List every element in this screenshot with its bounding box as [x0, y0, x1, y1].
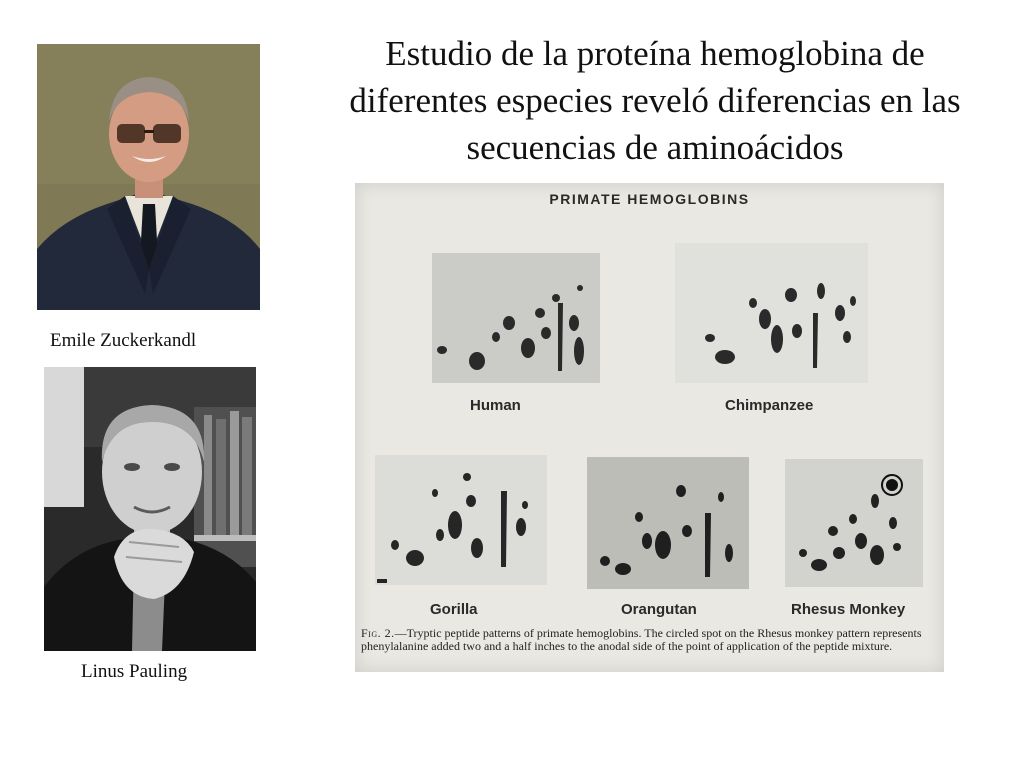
chimpanzee-fingerprint	[675, 243, 868, 383]
figure-heading: PRIMATE HEMOGLOBINS	[549, 191, 750, 207]
rhesus-monkey-label: Rhesus Monkey	[791, 601, 906, 618]
gorilla-label: Gorilla	[430, 601, 478, 618]
zuckerkandl-photo	[37, 44, 260, 310]
rhesus-monkey-fingerprint	[785, 459, 923, 587]
primate-hemoglobins-figure	[355, 183, 944, 672]
gorilla-fingerprint	[375, 455, 547, 585]
slide-title: Estudio de la proteína hemoglobina de diferentes especies reveló diferencias en las secuencias de aminoácidos	[349, 34, 961, 167]
chimpanzee-label: Chimpanzee	[725, 397, 814, 414]
human-fingerprint	[432, 253, 600, 383]
figure-caption	[361, 627, 939, 653]
pauling-caption: Linus Pauling	[81, 661, 188, 682]
pauling-photo	[44, 367, 256, 651]
human-label: Human	[470, 397, 521, 414]
orangutan-fingerprint	[587, 457, 749, 589]
orangutan-label: Orangutan	[621, 601, 697, 618]
zuckerkandl-caption: Emile Zuckerkandl	[50, 330, 197, 351]
figure-caption-text: —Tryptic peptide patterns of primate hemoglobins. The circled spot on the Rhesus monkey pattern represents phenylalanine added two and a half inches to the anodal side of the point of application of the peptide mixture.	[361, 626, 922, 653]
figure-caption-lead: Fig. 2.	[361, 626, 395, 640]
